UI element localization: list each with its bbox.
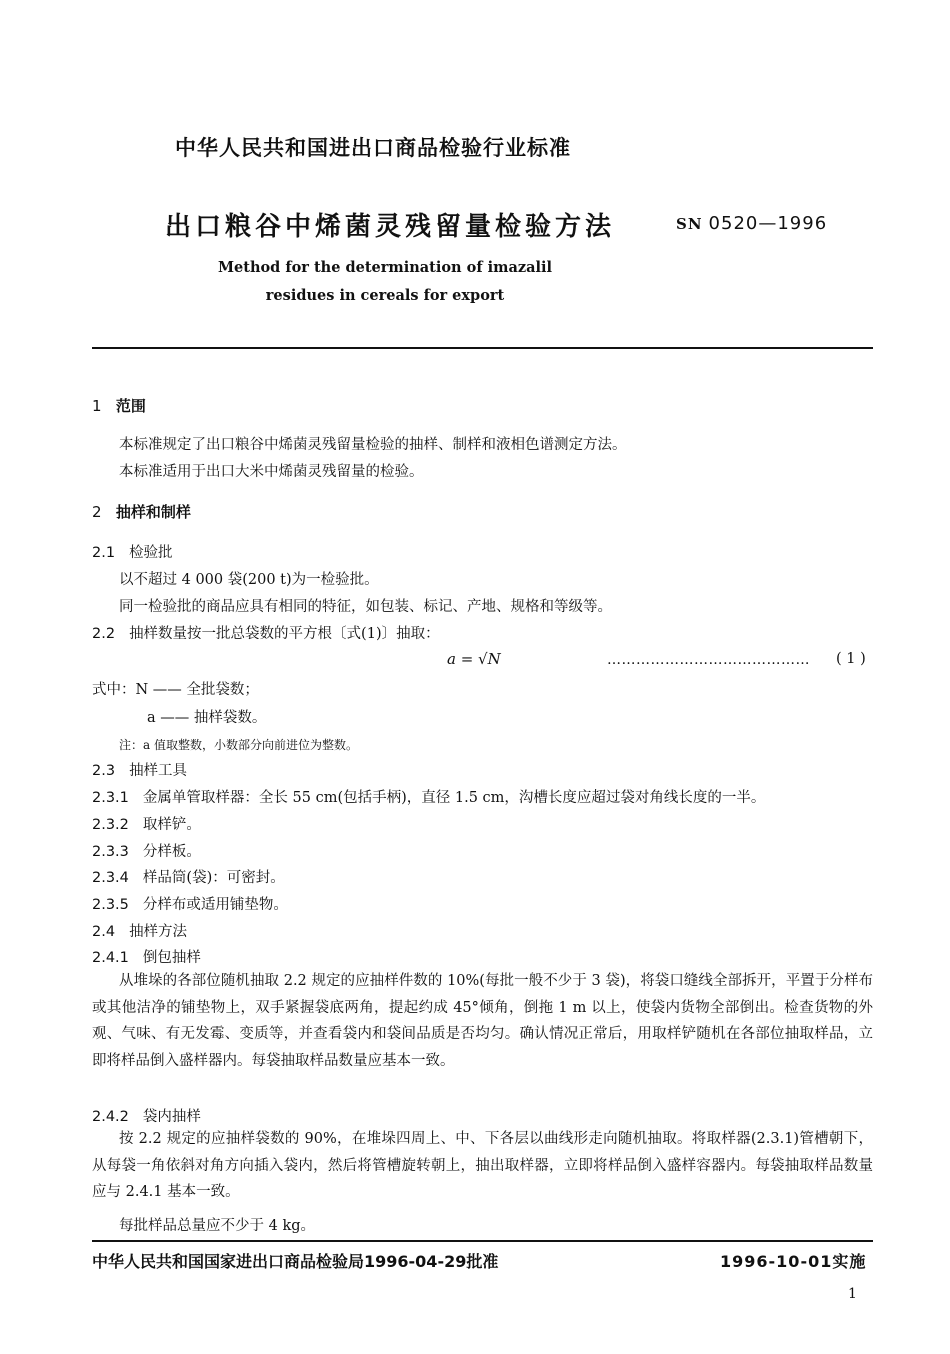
section-1-heading (92, 395, 146, 416)
clause-text: 抽样数量按一批总袋数的平方根〔式(1)〕抽取： (129, 626, 440, 642)
clause-2-4-1-paragraph: 从堆垛的各部位随机抽取 2.2 规定的应抽样件数的 10%(每批一般不少于 3 袋)，将袋口缝线全部拆开，平置于分样布或其他洁净的铺垫物上，双手紧握袋底两角，提起约成 45°倾角，倒拖 1 m 以上，使袋内货物全部倒出。检查货物的外观、气味、有无发霉、变质等，并查看袋内和袋间品质是否均匀。确认情况正常后，用取样铲随机在各部位抽取样品，立即将样品倒入盛样器内。每袋抽取样品数量应基本一致。 (92, 973, 873, 1069)
note: 注：a 值取整数，小数部分向前进位为整数。 (119, 738, 358, 752)
clause-2-3-1 (92, 786, 765, 807)
clause-2-4-2-paragraph: 按 2.2 规定的应抽样袋数的 90%，在堆垛四周上、中、下各层以曲线形走向随机抽取。将取样器(2.3.1)管槽朝下，从每袋一角依斜对角方向插入袋内，然后将管槽旋转朝上，抽出取样器，立即将样品倒入盛样容器内。每袋抽取样品数量应与 2.4.1 基本一致。 (92, 1131, 873, 1200)
clause-2-1-paragraph-1: 以不超过 4 000 袋(200 t)为一检验批。 (119, 572, 379, 588)
page-number: 1 (848, 1286, 857, 1302)
clause-2-1-paragraph-2: 同一检验批的商品应具有相同的特征，如包装、标记、产地、规格和等级等。 (119, 599, 612, 615)
english-title-line1: Method for the determination of imazalil (217, 259, 553, 276)
clause-text: 分样板。 (142, 844, 201, 860)
clause-text: 取样铲。 (142, 817, 201, 833)
section-1-paragraph-2: 本标准适用于出口大米中烯菌灵残留量的检验。 (119, 464, 424, 480)
clause-number: 2.3.2 (92, 817, 129, 833)
formula-number: ( 1 ) (836, 651, 866, 667)
clause-2-3-2 (92, 813, 201, 834)
standard-prefix: SN (676, 215, 703, 233)
header-divider (92, 347, 873, 349)
clause-text: 金属单管取样器：全长 55 cm(包括手柄)，直径 1.5 cm，沟槽长度应超过袋对角线长度的一半。 (142, 790, 766, 806)
where-a: a —— 抽样袋数。 (147, 710, 267, 726)
clause-title: 检验批 (129, 545, 173, 561)
clause-number: 2.2 (92, 626, 116, 642)
where-N: 式中：N —— 全批袋数； (92, 682, 259, 698)
section-2-heading (92, 501, 191, 522)
clause-title: 倒包抽样 (142, 950, 201, 966)
clause-number: 2.4 (92, 924, 116, 940)
formula-leader-dots: …………………………………… (607, 652, 810, 668)
clause-text: 样品筒(袋)：可密封。 (142, 870, 285, 886)
clause-2-3-3 (92, 840, 201, 861)
clause-2-3-5 (92, 893, 288, 914)
clause-number: 2.4.1 (92, 950, 129, 966)
approval-line: 中华人民共和国国家进出口商品检验局1996-04-29批准 (92, 1252, 499, 1271)
clause-number: 2.4.2 (92, 1109, 129, 1125)
clause-number: 2.3.1 (92, 790, 129, 806)
org-standard-heading: 中华人民共和国进出口商品检验行业标准 (175, 136, 571, 160)
clause-2-1 (92, 541, 173, 562)
clause-2-4 (92, 920, 187, 941)
clause-2-4-2 (92, 1105, 201, 1126)
section-number: 1 (92, 397, 102, 415)
section-title: 抽样和制样 (115, 503, 191, 521)
clause-2-2 (92, 622, 440, 643)
clause-title: 抽样方法 (129, 924, 188, 940)
formula-sqrt: a = √N (447, 650, 501, 668)
clause-number: 2.3.4 (92, 870, 129, 886)
standard-number: 0520—1996 (708, 213, 828, 234)
clause-number: 2.1 (92, 545, 116, 561)
clause-title: 抽样工具 (129, 763, 188, 779)
clause-text: 分样布或适用铺垫物。 (142, 897, 288, 913)
clause-2-4-2-paragraph-2: 每批样品总量应不少于 4 kg。 (119, 1218, 316, 1234)
footer-divider (92, 1240, 873, 1242)
clause-2-3-4 (92, 866, 285, 887)
implementation-date: 1996-10-01实施 (720, 1252, 867, 1271)
clause-number: 2.3.5 (92, 897, 129, 913)
section-title: 范围 (115, 397, 146, 415)
clause-2-4-1 (92, 946, 201, 967)
document-title: 出口粮谷中烯菌灵残留量检验方法 (165, 212, 616, 242)
clause-number: 2.3 (92, 763, 116, 779)
section-1-paragraph-1: 本标准规定了出口粮谷中烯菌灵残留量检验的抽样、制样和液相色谱测定方法。 (119, 437, 627, 453)
clause-number: 2.3.3 (92, 844, 129, 860)
section-number: 2 (92, 503, 102, 521)
clause-2-3 (92, 759, 187, 780)
english-title-line2: residues in cereals for export (265, 287, 505, 304)
standard-code (676, 213, 827, 234)
clause-title: 袋内抽样 (142, 1109, 201, 1125)
